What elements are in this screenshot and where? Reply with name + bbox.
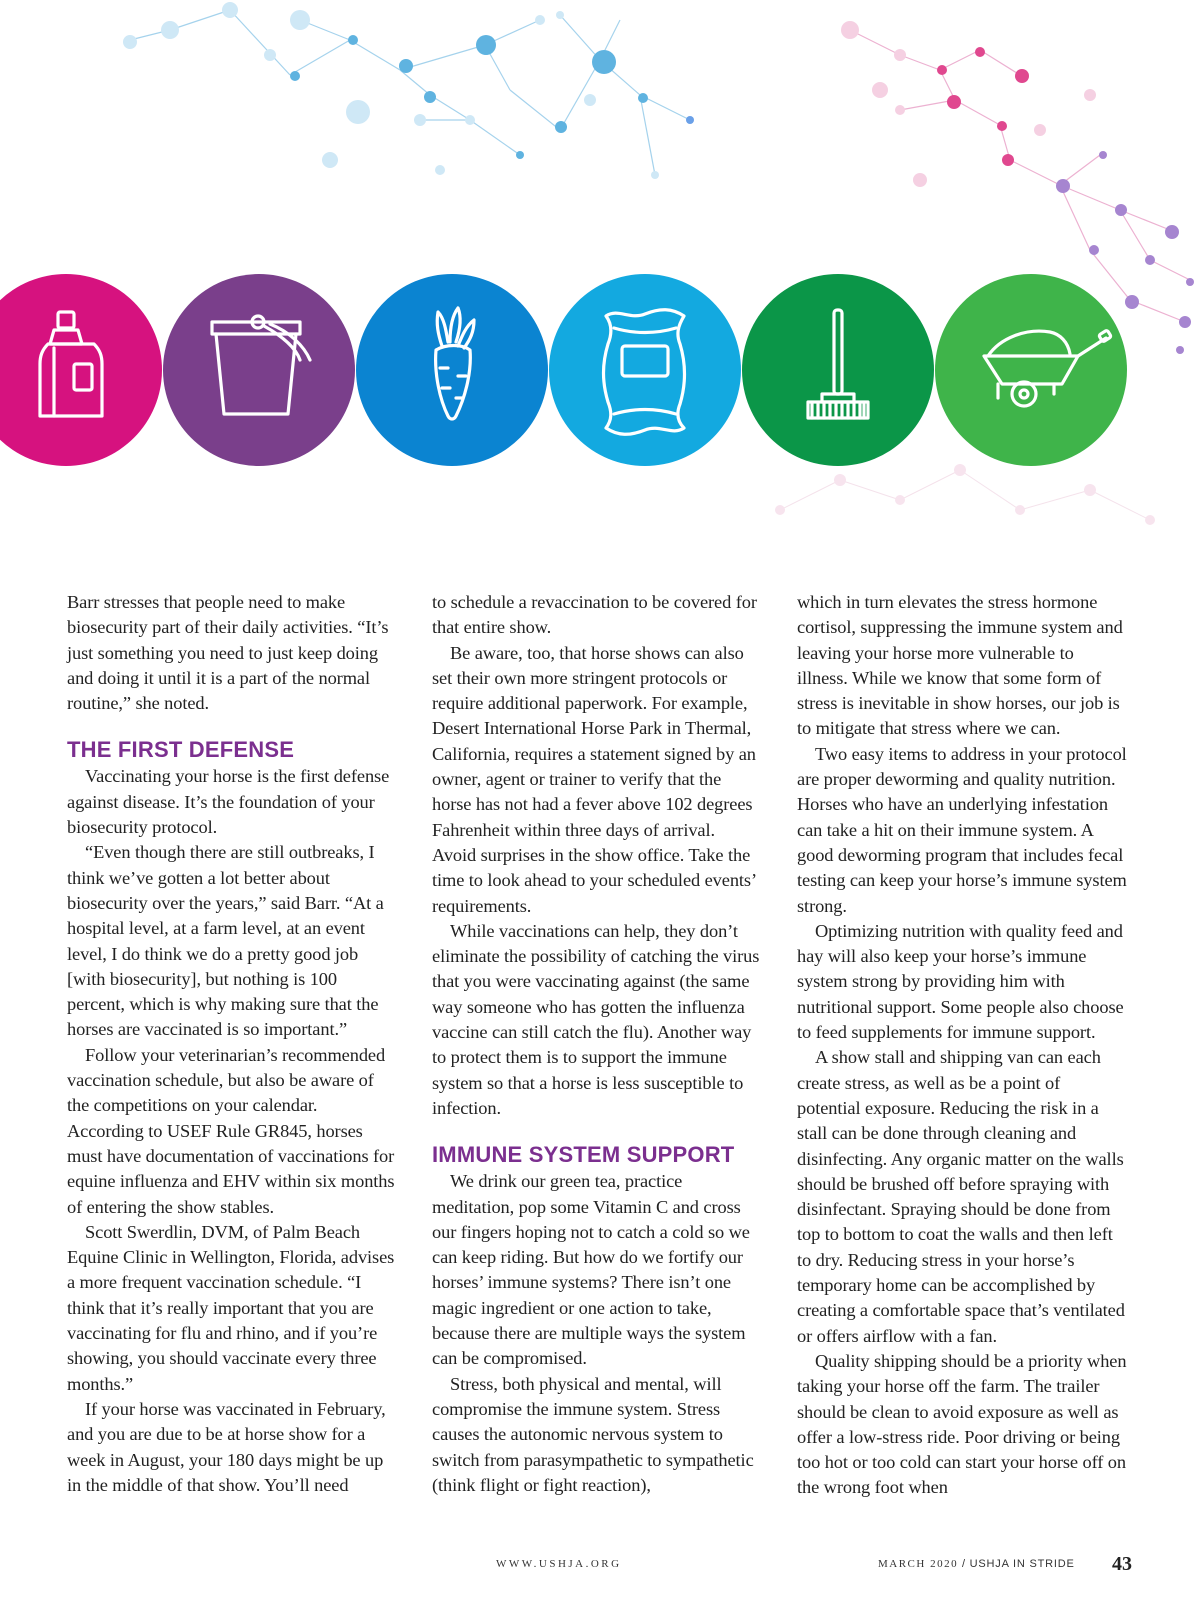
paragraph: Quality shipping should be a priority when taking your horse off the farm. The trailer should be clean to avoid exposure as well as offer a low-stress ride. Poor driving or being too hot or too cold can start your horse off on the wrong foot when — [797, 1350, 1127, 1498]
paragraph: Vaccinating your horse is the first defense against disease. It’s the foundation of your biosecurity protocol. — [67, 766, 390, 838]
section-heading-first-defense: THE FIRST DEFENSE — [67, 737, 295, 763]
paragraph: A show stall and shipping van can each create stress, as well as be a point of potential exposure. Reducing the risk in a stall can be done through cleaning and disinfecting. Any organic matter on the walls should be brushed off before spraying with disinfectant. Spraying should be done from top to bottom to coat the walls and then left to dry. Reducing stress in your horse’s temporary home can be accomplished by creating a comfortable space that’s ventilated or offers airflow with a fan. — [797, 1047, 1125, 1346]
paragraph: to schedule a revaccination to be covered for that entire show. — [432, 592, 757, 638]
paragraph: Be aware, too, that horse shows can also set their own more stringent protocols or require additional paperwork. For example, Desert International Horse Park in Thermal, California, requires a statement signed by an owner, agent or trainer to verify that the horse has not had a fever above 102 degrees Fahrenheit within three days of arrival. Avoid surprises in the show office. Take the time to look ahead to your scheduled events’ requirements. — [432, 642, 756, 916]
separator: / — [958, 1558, 970, 1570]
paragraph: which in turn elevates the stress hormone cortisol, suppressing the immune system and leaving your horse more vulnerable to illness. While we know that some form of stress is inevitable in show horses, our job is to mitigate that stress where we can. — [797, 592, 1123, 739]
article-column-2 — [432, 590, 762, 1498]
publication-name: USHJA IN STRIDE — [969, 1558, 1075, 1570]
feed-bag-icon — [549, 274, 741, 466]
detergent-bottle-icon — [0, 274, 162, 466]
issue-date: MARCH 2020 — [878, 1558, 959, 1570]
issue-info — [878, 1550, 1075, 1578]
bucket-icon — [163, 274, 355, 466]
paragraph: Stress, both physical and mental, will compromise the immune system. Stress causes the autonomic nervous system to switch from parasympathetic to sympathetic (think flight or fight reaction), — [432, 1373, 754, 1495]
paragraph: Follow your veterinarian’s recommended vaccination schedule, but also be aware of the competitions on your calendar. According to USEF Rule GR845, horses must have documentation of vaccinations for equine influenza and EHV within six months of entering the show stables. — [67, 1044, 395, 1217]
website-url: WWW.USHJA.ORG — [496, 1558, 622, 1570]
paragraph: Barr stresses that people need to make biosecurity part of their daily activities. “It’s just something you need to just keep doing and doing it until it is a part of the normal routine,” she noted. — [67, 592, 389, 714]
section-heading-immune-system-support: IMMUNE SYSTEM SUPPORT — [432, 1142, 735, 1168]
paragraph: Scott Swerdlin, DVM, of Palm Beach Equine Clinic in Wellington, Florida, advises a more frequent vaccination schedule. “I think that it’s really important that you are vaccinating for flu and rhino, and if you’re showing, you should vaccinate every three months.” — [67, 1221, 395, 1394]
paragraph: “Even though there are still outbreaks, I think we’ve gotten a lot better about biosecurity over the years,” said Barr. “At a hospital level, at a farm level, at an event level, I do think we do a pretty good job [with biosecurity], but nothing is 100 percent, which is why making sure that the horses are vaccinated is so important.” — [67, 842, 384, 1040]
icon-row — [0, 272, 1200, 468]
paragraph: While vaccinations can help, they don’t eliminate the possibility of catching the virus that you were vaccinating against (the same way someone who has gotten the influenza vaccine can still catch the flu). Another way to protect them is to support the immune system so that a horse is less susceptible to infection. — [432, 920, 760, 1118]
paragraph: Optimizing nutrition with quality feed and hay will also keep your horse’s immune system strong by providing him with nutritional support. Some people also choose to feed supplements for immune support. — [797, 920, 1124, 1043]
article-column-1 — [67, 590, 397, 1498]
paragraph: We drink our green tea, practice meditation, pop some Vitamin C and cross our fingers hoping not to catch a cold so we can keep riding. But how do we fortify our horses’ immune systems? There isn’t one magic ingredient or one action to take, because there are multiple ways the system can be compromised. — [432, 1171, 750, 1369]
broom-icon — [742, 274, 934, 466]
carrot-icon — [356, 274, 548, 466]
page-footer — [0, 1550, 1200, 1580]
paragraph: Two easy items to address in your protocol are proper deworming and quality nutrition. Horses who have an underlying infestation can take a hit on their immune system. A good deworming program that includes fecal testing can keep your horse’s immune system strong. — [797, 743, 1127, 916]
paragraph: If your horse was vaccinated in February, and you are due to be at horse show for a week in August, your 180 days might be up in the middle of that show. You’ll need — [67, 1398, 386, 1495]
wheelbarrow-icon — [935, 274, 1127, 466]
article-column-3 — [797, 590, 1127, 1501]
page-number: 43 — [1112, 1553, 1132, 1575]
